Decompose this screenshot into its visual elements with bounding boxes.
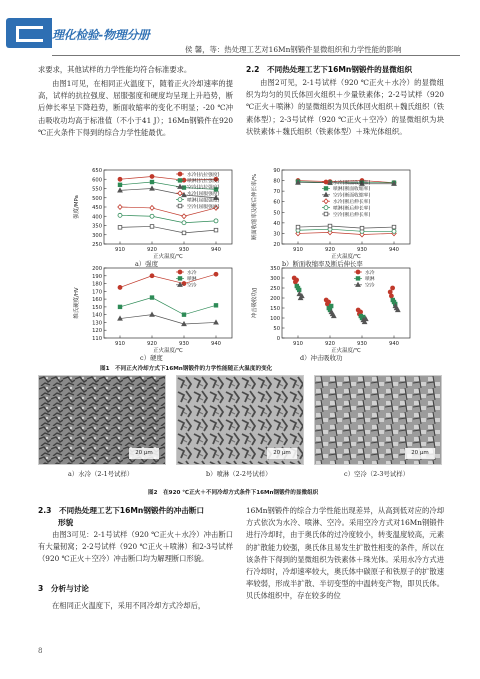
left-para-1: 求要求，其他试样的力学性能均符合标准要求。 (38, 65, 192, 74)
y-tick-label: 20 (273, 242, 280, 248)
series-line (120, 215, 216, 222)
left-para-2: 由图1可见，在相同正火温度下，随着正火冷却速率的提高，试样的抗拉强度、屈服强度和硬度均呈现上升趋势，断后伸长率呈下降趋势，断面收缩率的变化不明显；-20 ℃冲击吸收功均高于标准值（不小于41 J）；16Mn钢锻件在920 ℃正火条件下得到的综合力学性能最优。 (38, 79, 233, 137)
x-tick-label: 920 (147, 341, 157, 347)
legend-label: 喷淋(断面收缩率) (333, 187, 371, 193)
y-tick-label: 80 (273, 178, 280, 185)
legend-label: 空冷(断面收缩率) (333, 193, 371, 199)
journal-logo-icon (6, 18, 52, 48)
legend-label: 空冷(断后伸长率) (333, 212, 371, 218)
data-point (118, 316, 122, 320)
fig1-sub-a-label: a）强度 (135, 260, 158, 268)
legend-label: 水冷(断面收缩率) (333, 180, 371, 186)
x-tick-label: 920 (325, 247, 335, 253)
chart-d-impact (248, 262, 418, 360)
discussion-para: 16Mn钢锻件的综合力学性能出现差异，从高到低对应的冷却方式依次为水冷、喷淋、空冷。采用空冷方式对16Mn钢锻件进行冷却时，由于奥氏体的过冷度较小，转变温度较高，元素的扩散能力较强，奥氏体且易发生扩散性相变的条件，所以在该条件下得到的显微组织为铁素体＋珠光体。采用水冷方式进行冷却时，冷却速率较大，奥氏体中碳原子和铁原子的扩散速率较弱，形成半扩散、半切变型的中温转变产物，即贝氏体。贝氏体组织中，存在较多的位 (246, 506, 444, 601)
data-point (118, 213, 122, 217)
y-tick-label: 250 (270, 286, 280, 292)
scale-bar-label-c: 20 μm (405, 448, 435, 459)
section-2-2-para: 由图2可见，2-1号试样（920 ℃正火＋水冷）的显微组织为均匀的贝氏体回火组织＋少量铁素体；2-2号试样（920 ℃正火＋喷淋）的显微组织为贝氏体回火组织＋魏氏组织（铁素体型）；2-3号试样（920 ℃正火＋空冷）的显微组织为块状铁素体＋魏氏组织（铁素体型）＋珠光体组织。 (246, 78, 444, 136)
header-divider (52, 55, 460, 56)
legend-marker (178, 172, 182, 176)
x-axis-label: 正火温度/℃ (331, 348, 361, 354)
y-tick-label: 90 (273, 168, 280, 174)
fig1-sub-b-label: b）断面收缩率及断后伸长率 (282, 260, 363, 268)
series-line (298, 232, 394, 234)
legend-label: 空冷 (187, 283, 197, 289)
plot-frame (282, 268, 410, 338)
legend-marker (324, 206, 328, 210)
y-tick-label: 650 (92, 168, 102, 174)
legend-marker (324, 187, 328, 191)
x-tick-label: 930 (357, 341, 367, 347)
legend-marker (178, 270, 182, 274)
data-point (150, 214, 154, 218)
data-point (359, 310, 363, 314)
chart-a-strength (70, 164, 240, 266)
y-tick-label: 170 (92, 289, 102, 296)
y-tick-label: 200 (92, 266, 102, 272)
legend-label: 空冷(抗拉强度) (187, 185, 220, 191)
section-2-2-heading: 2.2 不同热处理工艺下16Mn钢锻件的显微组织 (246, 65, 413, 74)
micrograph-water-cooled (38, 375, 166, 465)
x-tick-label: 930 (179, 341, 189, 347)
y-tick-label: 60 (273, 199, 280, 206)
legend-label: 喷淋 (365, 277, 375, 283)
y-tick-label: 200 (270, 296, 280, 302)
data-point (118, 226, 122, 230)
data-point (118, 188, 122, 192)
y-tick-label: 250 (92, 242, 102, 248)
x-tick-label: 940 (389, 341, 399, 347)
x-tick-label: 910 (293, 247, 303, 253)
section-2-3-heading-cont: 形貌 (58, 518, 74, 527)
data-point (150, 312, 154, 316)
figure-1-caption: 图1 不同正火冷却方式下16Mn钢锻件的力学性能随正火温度的变化 (100, 366, 273, 372)
y-tick-label: 500 (92, 195, 102, 202)
data-point (329, 304, 333, 308)
legend-marker (324, 180, 328, 184)
legend-marker (356, 270, 360, 274)
figure-2-caption: 图2 在920 ℃正火＋不同冷却方式条件下16Mn钢锻件的显微组织 (148, 490, 319, 496)
legend-label: 喷淋(断后伸长率) (333, 206, 371, 212)
data-point (118, 285, 122, 289)
series-line (120, 298, 216, 315)
legend-label: 水冷(断后伸长率) (333, 200, 371, 205)
y-tick-label: 150 (92, 304, 102, 311)
y-tick-label: 180 (92, 281, 102, 288)
legend-label: 空冷(屈服强度) (187, 204, 220, 210)
data-point (182, 221, 186, 225)
scale-bar-label-a: 20 μm (129, 448, 159, 459)
y-tick-label: 190 (92, 273, 102, 280)
series-line (120, 226, 216, 232)
data-point (214, 228, 218, 232)
legend-label: 空冷 (365, 283, 375, 289)
data-point (295, 278, 299, 282)
y-axis-label: 维氏硬度/HV (74, 287, 80, 319)
plot-frame (104, 268, 232, 338)
y-tick-label: 160 (92, 297, 102, 304)
legend-label: 喷淋 (187, 277, 197, 283)
running-title: 侯 馨，等：热处理工艺对16Mn钢锻件显微组织和力学性能的影响 (185, 45, 402, 54)
journal-logo-text: 理化检验-物理分册 (52, 28, 150, 42)
data-point (150, 180, 154, 184)
data-point (214, 219, 218, 223)
y-tick-label: 140 (92, 312, 102, 319)
y-tick-label: 350 (92, 223, 102, 230)
legend-marker (324, 212, 328, 216)
data-point (118, 205, 122, 210)
legend-marker (178, 204, 182, 208)
legend-marker (178, 185, 182, 189)
data-point (214, 320, 218, 324)
series-line (120, 315, 216, 324)
data-point (392, 229, 396, 233)
x-tick-label: 910 (115, 247, 125, 253)
legend-label: 喷淋(抗拉强度) (187, 179, 220, 185)
legend-label: 水冷(抗拉强度) (187, 172, 220, 178)
data-point (118, 183, 122, 187)
legend-marker (178, 191, 182, 196)
y-tick-label: 0 (276, 336, 280, 342)
data-point (182, 231, 186, 235)
data-point (392, 225, 396, 229)
page-number: 8 (38, 647, 43, 655)
data-point (118, 177, 122, 181)
series-line (298, 229, 394, 231)
x-tick-label: 930 (179, 247, 189, 253)
fig2-label-b: b）喷淋（2-2号试样） (206, 470, 272, 478)
x-axis-label: 正火温度/℃ (153, 348, 183, 354)
legend-marker (324, 193, 328, 197)
legend-label: 水冷 (365, 270, 375, 276)
chart-c-hardness (70, 262, 240, 360)
data-point (182, 313, 186, 317)
chart-b-reduction-elongation (248, 164, 418, 266)
data-point (150, 174, 154, 178)
legend-label: 水冷(屈服强度) (187, 192, 220, 197)
x-tick-label: 940 (389, 247, 399, 253)
data-point (328, 224, 332, 228)
y-tick-label: 550 (92, 186, 102, 193)
data-point (150, 225, 154, 229)
x-tick-label: 910 (293, 341, 303, 347)
data-point (389, 294, 393, 298)
y-tick-label: 400 (92, 214, 102, 221)
data-point (150, 296, 154, 300)
y-tick-label: 300 (270, 276, 280, 282)
data-point (182, 214, 186, 219)
x-tick-label: 940 (211, 341, 221, 347)
data-point (118, 305, 122, 309)
data-point (296, 225, 300, 229)
legend-marker (178, 179, 182, 183)
legend-marker (356, 277, 360, 281)
y-axis-label: 断面收缩率及断后伸长率/% (252, 173, 258, 241)
micrograph-spray-cooled (176, 375, 304, 465)
data-point (214, 272, 218, 276)
fig1-sub-c-label: c）硬度 (140, 354, 163, 362)
x-tick-label: 920 (147, 247, 157, 253)
data-point (150, 206, 154, 211)
fig2-label-c: c）空冷（2-3号试样） (344, 470, 409, 478)
section-2-3-para: 由图3可见：2-1号试样（920 ℃正火＋水冷）冲击断口有大量韧窝；2-2号试样（920 ℃正火＋喷淋）和2-3号试样（920 ℃正火＋空冷）冲击断口均为解理断口形貌。 (38, 530, 233, 564)
y-tick-label: 70 (273, 189, 280, 196)
x-axis-label: 正火温度/℃ (331, 254, 361, 260)
y-tick-label: 30 (273, 231, 280, 238)
data-point (214, 304, 218, 308)
y-tick-label: 600 (92, 177, 102, 184)
y-tick-label: 450 (92, 205, 102, 211)
y-tick-label: 120 (92, 328, 102, 335)
y-tick-label: 300 (92, 232, 102, 239)
legend-marker (324, 199, 328, 204)
x-tick-label: 920 (325, 341, 335, 347)
section-2-3-heading: 2.3 不同热处理工艺下16Mn钢锻件的冲击断口 (38, 506, 205, 515)
x-tick-label: 910 (115, 341, 125, 347)
fig2-label-a: a）水冷（2-1号试样） (68, 470, 134, 478)
x-tick-label: 930 (357, 247, 367, 253)
scale-bar-label-b: 20 μm (267, 448, 297, 459)
section-3-heading: 3 分析与讨论 (38, 584, 89, 593)
legend-label: 喷淋(屈服强度) (187, 198, 220, 204)
y-tick-label: 110 (92, 336, 102, 342)
legend-marker (178, 198, 182, 202)
legend-marker (178, 277, 182, 281)
micrograph-air-cooled (314, 375, 442, 465)
series-line (120, 274, 216, 287)
y-tick-label: 50 (273, 326, 280, 332)
data-point (182, 322, 186, 326)
legend-label: 水冷 (187, 270, 197, 276)
y-tick-label: 130 (92, 320, 102, 327)
y-axis-label: 冲击吸收功/J (252, 287, 258, 319)
x-tick-label: 940 (211, 247, 221, 253)
y-tick-label: 40 (273, 220, 280, 227)
data-point (391, 286, 395, 290)
fig1-sub-d-label: d）冲击吸收功 (300, 354, 343, 362)
data-point (388, 290, 392, 294)
y-tick-label: 50 (273, 210, 280, 217)
series-line (298, 226, 394, 228)
page-header (0, 0, 480, 58)
section-3-para: 在相同正火温度下，采用不同冷却方式冷却后， (52, 601, 206, 610)
y-axis-label: 强度/MPa (74, 195, 80, 219)
data-point (360, 226, 364, 230)
y-tick-label: 100 (270, 316, 280, 322)
y-tick-label: 350 (270, 266, 280, 272)
data-point (327, 300, 331, 304)
y-tick-label: 150 (270, 306, 280, 312)
x-axis-label: 正火温度/℃ (153, 254, 183, 260)
data-point (150, 186, 154, 190)
data-point (150, 274, 154, 278)
legend-marker (356, 283, 360, 287)
